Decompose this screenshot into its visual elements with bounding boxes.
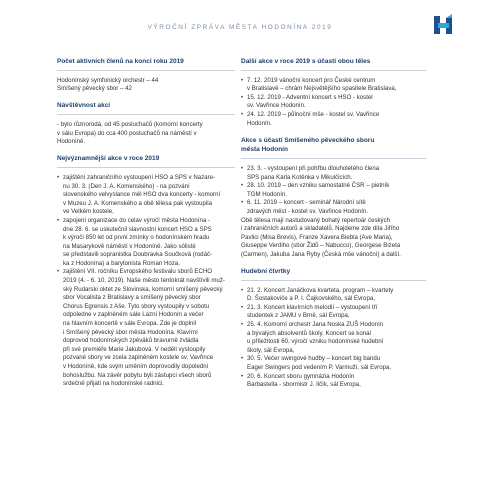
members-heading: Počet aktivních členů na konci roku 2019: [57, 58, 184, 65]
bullet-dot-icon: •: [241, 321, 244, 329]
bullet-item: [241, 165, 426, 174]
divider: [57, 70, 235, 71]
bullet-item: [241, 287, 426, 296]
bullet-text: 21. 3. Koncert klavírních melodií – vystoupení tří: [247, 303, 378, 311]
bullet-dot-icon: •: [241, 93, 244, 101]
bullet-continuation: bohoslužbu. Na závěr pobytu byli zástupci všech sborů: [63, 371, 212, 379]
thursdays-heading: Hudební čtvrtky: [241, 268, 291, 276]
bullet-continuation: zdravých měst - kostel sv. Vavřince Hodonín.: [247, 207, 369, 215]
bullet-continuation: k výročí 850 let od první zmínky o hodonínském hradu: [63, 234, 210, 242]
bullet-item: [57, 268, 235, 277]
bullet-continuation: školy, sál Evropa,: [247, 346, 295, 354]
bullet-continuation: 2019 (4. - 6. 10. 2019). Naše město tentokrát navštívili muž-: [63, 277, 225, 285]
bullet-continuation: v Hodoníně, kde svým uměním doprovodily dopolední: [63, 363, 209, 370]
bullet-continuation: na Masarykově náměstí v Hodoníně. Jako sólisté: [63, 242, 196, 250]
bullet-text: zajištění VII. ročníku Evropského festivalu sborů ECHO: [63, 268, 213, 276]
bullet-continuation: dne 28. 6. se uskutečnil slavnostní koncert HSO a SPS: [63, 225, 212, 233]
bullet-dot-icon: •: [241, 182, 244, 190]
bullet-text: 21. 2. Koncert Janáčkova kvarteta, program – kvartety: [247, 286, 394, 294]
bullet-continuation: nu 30. 3. (Den J. A. Komenského) - na pozvání: [63, 182, 190, 190]
bullet-continuation: se představili sopranistka Doubravka Součková (rodáč-: [63, 251, 213, 259]
bullet-dot-icon: •: [57, 268, 60, 276]
bullet-continuation: pozvané sbory ve zcela zaplněném kostele sv. Vavřince: [63, 354, 214, 362]
members-section: [57, 58, 235, 94]
bullet-continuation: SPS pana Karla Kotěnka v Mikulčicích.: [247, 173, 353, 181]
bullet-dot-icon: •: [241, 286, 244, 294]
important-list: [57, 174, 235, 389]
bullet-item: [241, 321, 426, 330]
bullet-continuation: a bývalých absolventů školy. Koncert se konal: [247, 329, 371, 337]
bullet-continuation: TGM Hodonín.: [247, 190, 287, 198]
bullet-continuation: slovenského velvyslance měl HSO dva koncerty - komorní: [63, 191, 221, 199]
attendance-line: - bylo různorodá, od 45 posluchačů (komorní koncerty: [57, 120, 203, 128]
bullet-text: 6. 11. 2019 – koncert - seminář Národní sítě: [247, 199, 366, 207]
city-logo-icon: [433, 14, 459, 36]
bullet-text: 25. 4. Komorní orchestr Jana Noska ZUŠ Hodonín: [247, 321, 384, 329]
bullet-text: 15. 12. 2019 - Adventní koncert s HSO - kostel: [247, 93, 373, 101]
attendance-heading: Návštěvnost akcí: [57, 102, 111, 110]
bullet-continuation: v Muzeu J. A. Komenského a obě tělesa pak vystoupila: [63, 199, 213, 207]
bullet-text: 20. 6. Koncert sboru gymnázia Hodonín: [247, 372, 355, 380]
thursdays-list: [241, 287, 426, 390]
attendance-section: [57, 102, 235, 146]
divider: [57, 114, 235, 115]
bullet-text: 28. 10. 2019 – den vzniku samostatné ČSR – pietník: [247, 182, 390, 190]
bullet-dot-icon: •: [241, 372, 244, 380]
repertoire-line: Giuseppe Verdiho (sbor Židů – Nabucco), Georgese Bizeta: [241, 242, 401, 250]
bullet-continuation: ka z Hodonína) a barytonista Roman Hoza,: [63, 259, 180, 267]
bullet-item: [57, 217, 235, 226]
bullet-text: 7. 12. 2019 vánoční koncert pro České centrum: [247, 76, 376, 84]
bullet-continuation: doprovod hodonínských zpěváků bravurně zvládla: [63, 337, 199, 345]
bullet-item: [241, 199, 426, 208]
important-heading: Nejvýznamnější akce v roce 2019: [57, 155, 160, 163]
bullet-continuation: odpoledne v zaplněném sále Lázní Hodonín a večer: [63, 311, 204, 319]
bullet-continuation: D. Šostakoviče a P. I. Čajkovského, sál Evropa,: [247, 295, 375, 303]
bullet-continuation: na hlavním koncertě v sále Evropa. Zde je doplnil: [63, 320, 197, 328]
report-header: VÝROČNÍ ZPRÁVA MĚSTA HODONÍNA 2019: [147, 24, 333, 31]
bullet-item: [241, 373, 426, 382]
bullet-text: 24. 12. 2019 – půlnoční mše - kostel sv. Vavřince: [247, 110, 380, 118]
bullet-continuation: srdečně přijati na hodonínské radnici.: [63, 380, 164, 388]
bullet-continuation: při své premiéře Marie Jakubová. V neděli vystoupily: [63, 345, 206, 353]
other-events-section: [241, 58, 426, 128]
bullet-continuation: Barbastella - sbormistr J. Ilčík, sál Evropa,: [247, 381, 361, 389]
bullet-dot-icon: •: [241, 199, 244, 207]
bullet-item: [241, 304, 426, 313]
divider: [241, 280, 426, 281]
bullet-text: 23. 3. - vystoupení při pohřbu dlouholetého člena: [247, 164, 380, 172]
bullet-item: [241, 355, 426, 364]
bullet-continuation: Chorus Egrensis z Aše. Tyto sbory vystoupily v sobotu: [63, 302, 210, 310]
bullet-dot-icon: •: [241, 76, 244, 84]
thursdays-section: [241, 268, 426, 390]
attendance-line: Hodoníně.: [57, 138, 86, 146]
bullet-continuation: Hodonín.: [247, 119, 272, 127]
bullet-item: [241, 77, 426, 86]
bullet-dot-icon: •: [57, 216, 60, 224]
bullet-continuation: ský Rudarski oktet ze Slovinska, komorní smíšený pěvecký: [63, 285, 223, 293]
divider: [241, 158, 426, 159]
bullet-item: [241, 94, 426, 103]
bullet-continuation: ve Velkém kostele,: [63, 208, 114, 216]
divider: [57, 167, 235, 168]
bullet-continuation: sbor Vocalista z Bratislavy a smíšený pěvecký sbor: [63, 294, 201, 302]
repertoire-line: Pavlici (Misa Brevis), Franze Xavera Biebla (Ave Maria),: [241, 233, 393, 241]
choir-heading: města Hodonín: [241, 146, 288, 154]
bullet-continuation: Eager Swingers pod vedením P. Varmuži, sál Evropa,: [247, 364, 392, 371]
bullet-text: zajištění zahraničního vystoupení HSO a SPS v Nazare-: [63, 173, 216, 181]
bullet-continuation: v Bratislavě – chrám Nejsvětějšího spasitele Bratislava,: [247, 85, 397, 93]
repertoire-line: (Carmen), Jakuba Jana Ryby (Česká mše vánoční) a další.: [241, 250, 401, 258]
divider: [241, 70, 426, 71]
choir-section: [241, 137, 426, 260]
other-events-heading: Další akce v roce 2019 s účastí obou těles: [241, 58, 371, 65]
left-column: [57, 58, 235, 397]
right-column: [241, 58, 426, 398]
bullet-dot-icon: •: [57, 173, 60, 181]
bullet-text: 30. 5. Večer swingové hudby – koncert big bandu: [247, 355, 381, 363]
repertoire-line: Obě tělesa mají nastudovaný bohatý repertoár českých: [241, 216, 391, 224]
repertoire-line: i zahraničních autorů a skladatelů. Najdeme zde díla Jiřího: [241, 225, 400, 233]
important-section: [57, 155, 235, 388]
bullet-dot-icon: •: [241, 110, 244, 118]
bullet-item: [241, 111, 426, 120]
bullet-item: [57, 174, 235, 183]
choir-heading: Akce s účastí Smíšeného pěveckého sboru: [241, 136, 375, 144]
bullet-continuation: sv. Vavřince Hodonín.: [247, 102, 306, 110]
bullet-dot-icon: •: [241, 355, 244, 363]
bullet-continuation: i Smíšený pěvecký sbor města Hodonína. Klavírní: [63, 328, 198, 336]
members-line: Smíšený pěvecký sbor – 42: [57, 85, 132, 93]
bullet-continuation: u příležitosti 60. výročí vzniku hodonínské hudební: [247, 338, 384, 346]
bullet-continuation: studentek z JAMU v Brně, sál Evropa,: [247, 312, 350, 320]
bullet-item: [241, 182, 426, 191]
other-events-list: [241, 77, 426, 129]
members-line: Hodonínský symfonický orchestr – 44: [57, 76, 159, 84]
bullet-dot-icon: •: [241, 164, 244, 172]
bullet-text: zapojení organizace do celav výročí města Hodonína -: [63, 216, 211, 224]
bullet-dot-icon: •: [241, 303, 244, 311]
attendance-line: v sálu Evropa) do cca 400 posluchačů na náměstí v: [57, 129, 197, 137]
choir-list: [241, 165, 426, 217]
